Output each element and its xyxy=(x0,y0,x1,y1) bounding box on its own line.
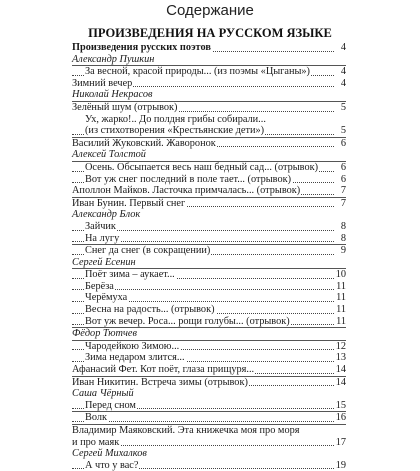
author-name: Саша Чёрный xyxy=(72,388,134,400)
entry-title: Волк xyxy=(85,412,108,424)
entry-title: Василий Жуковский. Жаворонок xyxy=(72,137,216,149)
page-number: 8 xyxy=(340,220,346,232)
table-of-contents xyxy=(72,42,346,471)
page-number: 5 xyxy=(340,125,346,137)
entry-title: Снег да снег (в сокращении) xyxy=(85,245,211,257)
page-number: 14 xyxy=(335,364,346,376)
entry-title: Аполлон Майков. Ласточка примчалась... (отрывок) xyxy=(72,185,301,197)
toc-author xyxy=(72,149,346,161)
entry-title: Черёмуха xyxy=(85,292,128,304)
toc-entry xyxy=(72,340,346,353)
toc-entry xyxy=(72,424,346,448)
toc-entry xyxy=(72,304,346,316)
entry-title: Владимир Маяковский. Эта книжечка моя про моря xyxy=(72,425,300,436)
page-number: 7 xyxy=(340,197,346,209)
page-number: 17 xyxy=(335,436,346,448)
entry-title: Зелёный шум (отрывок) xyxy=(72,101,178,113)
entry-title: Ух, жарко!.. До полдня грибы собирали... xyxy=(85,113,266,125)
dot-leader xyxy=(72,421,334,422)
page-number: 11 xyxy=(336,292,346,304)
page-number: 15 xyxy=(335,399,346,411)
toc-author xyxy=(72,89,346,101)
page-number: 5 xyxy=(340,101,346,113)
page-number: 9 xyxy=(340,245,346,257)
toc-entry xyxy=(72,101,346,114)
author-name: Сергей Михалков xyxy=(72,448,147,460)
entry-title: Иван Никитин. Встреча зимы (отрывок) xyxy=(72,376,248,388)
page-number: 6 xyxy=(340,161,346,173)
page-number: 13 xyxy=(335,352,346,364)
toc-entry xyxy=(72,281,346,293)
toc-entry xyxy=(72,137,346,150)
toc-entry xyxy=(72,352,346,364)
toc-entry xyxy=(72,65,346,78)
page-number: 12 xyxy=(335,340,346,352)
entry-title: Вот уж снег последний в поле тает... (отрывок) xyxy=(85,173,292,185)
entry-title: Зимний вечер xyxy=(72,77,133,89)
page-number: 11 xyxy=(336,304,346,316)
page-number: 11 xyxy=(336,315,346,327)
author-name: Александр Пушкин xyxy=(72,53,155,65)
toc-entry xyxy=(72,221,346,233)
entry-title-continued: (из стихотворения «Крестьянские дети») xyxy=(85,125,265,137)
author-name: Алексей Толстой xyxy=(72,149,146,161)
toc-entry xyxy=(72,233,346,245)
page-number: 4 xyxy=(340,66,346,78)
author-name: Александр Блок xyxy=(72,209,141,221)
toc-author xyxy=(72,448,346,460)
page-number: 6 xyxy=(340,173,346,185)
toc-entry xyxy=(72,400,346,412)
entry-title-continued: и про маяк xyxy=(72,436,120,448)
section-title: ПРОИЗВЕДЕНИЯ НА РУССКОМ ЯЗЫКЕ xyxy=(88,26,332,40)
entry-title: Осень. Обсыпается весь наш бедный сад... (отрывок) xyxy=(85,161,319,173)
page-number: 4 xyxy=(340,42,346,53)
entry-title: Перед сном xyxy=(85,399,136,411)
toc-author xyxy=(72,54,346,66)
toc-entry xyxy=(72,316,346,328)
toc-author xyxy=(72,388,346,400)
entry-title: Вот уж вечер. Роса... рощи голубы... (отрывок) xyxy=(85,315,290,327)
entry-title: Афанасий Фет. Кот поёт, глаза прищуря... xyxy=(72,364,255,376)
toc-entry xyxy=(72,460,346,471)
entry-title: Чародейкою Зимою... xyxy=(85,340,180,352)
toc-entry xyxy=(72,244,346,257)
entry-title: Произведения русских поэтов xyxy=(72,42,211,53)
entry-title: Зайчик xyxy=(85,220,116,232)
entry-title: За весной, красой природы... (из поэмы «Цыганы») xyxy=(85,66,310,78)
page-number: 4 xyxy=(340,77,346,89)
page-number: 6 xyxy=(340,137,346,149)
page-number: 16 xyxy=(335,412,346,424)
entry-title: А что у вас? xyxy=(85,459,139,471)
entry-title: Берёза xyxy=(85,280,114,292)
author-name: Сергей Есенин xyxy=(72,256,136,268)
page-number: 7 xyxy=(340,185,346,197)
toc-entry xyxy=(72,78,346,90)
page-number: 14 xyxy=(335,376,346,388)
toc-entry xyxy=(72,364,346,376)
entry-title: На лугу xyxy=(85,232,120,244)
toc-entry xyxy=(72,411,346,424)
toc-author xyxy=(72,327,346,340)
toc-author xyxy=(72,257,346,269)
toc-entry xyxy=(72,376,346,389)
toc-entry xyxy=(72,114,346,137)
page-number: 10 xyxy=(335,269,346,281)
author-name: Николай Некрасов xyxy=(72,89,153,101)
page-number: 19 xyxy=(335,459,346,471)
entry-title: Зима недаром злится... xyxy=(85,352,185,364)
author-name: Фёдор Тютчев xyxy=(72,328,137,340)
entry-title: Поёт зима – аукает... xyxy=(85,269,175,281)
toc-entry xyxy=(72,185,346,197)
page-number: 11 xyxy=(336,280,346,292)
page-number: 8 xyxy=(340,232,346,244)
entry-title: Весна на радость... (отрывок) xyxy=(85,304,215,316)
toc-entry xyxy=(72,268,346,281)
entry-title: Иван Бунин. Первый снег xyxy=(72,197,186,209)
toc-author xyxy=(72,209,346,221)
toc-group xyxy=(72,42,346,54)
toc-entry xyxy=(72,197,346,210)
toc-entry xyxy=(72,174,346,186)
toc-entry xyxy=(72,161,346,174)
page-header: Содержание xyxy=(166,2,254,19)
toc-entry xyxy=(72,292,346,304)
